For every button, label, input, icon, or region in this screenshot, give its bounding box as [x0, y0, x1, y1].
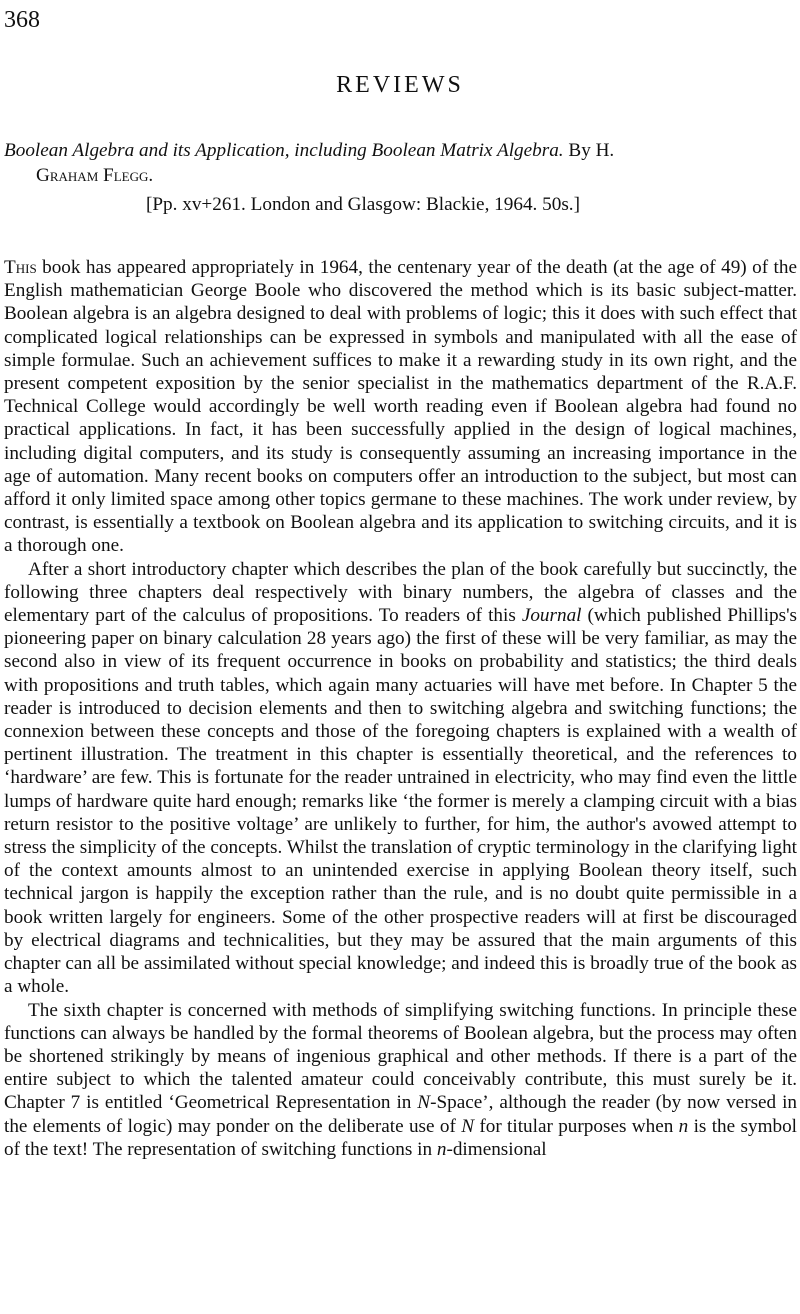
review-paragraph-1: [4, 256, 797, 558]
paragraph-text: for titular purposes when: [474, 1115, 679, 1137]
review-body: [4, 256, 797, 1161]
author-line: [4, 163, 794, 188]
math-symbol: n: [678, 1115, 689, 1137]
opening-word: This: [4, 257, 37, 278]
paragraph-text: (which published Phillips's pioneering paper on binary calculation 28 years ago) the first of these will be very familiar, as may the second also in view of its frequent occurrence in books on probability and statistics; the third deals with propositions and truth tables, which again many actuaries will have met before. In Chapter 5 the reader is introduced to decision elements and then to switching algebra and switching functions; the connexion between these concepts and those of the foregoing chapters is explained with a wealth of pertinent illustration. The treatment in this chapter is essentially theoretical, and the references to ‘hardware’ are few. This is fortunate for the reader untrained in electricity, who may find even the little lumps of hardware quite hard enough; remarks like ‘the former is merely a clamping circuit with a bias return resistor to the positive voltage’ are unlikely to further, for him, the author's avowed attempt to stress the simplicity of the concepts. Whilst the translation of cryptic terminology in the clarifying light of the context amounts almost to an unintended exercise in applying Boolean theory itself, such technical jargon is happily the exception rather than the rule, and is no doubt quite permissible in a book written largely for engineers. Some of the other prospective readers will at first be discouraged by electrical diagrams and technicalities, but they may be assured that the main arguments of this chapter can all be assimilated without special knowledge; and indeed this is broadly true of the book as a whole.: [4, 605, 798, 998]
paragraph-text: -Space’, although the reader (by now versed in the elements of logic) may ponder on the deliberate use of: [4, 1092, 797, 1137]
book-citation: [4, 138, 794, 188]
page-number: 368: [4, 7, 40, 33]
paragraph-text: book has appeared appropriately in 1964, the centenary year of the death (at the age of 49) of the English mathematician George Boole who discovered the method which is its basic subject-matter. Boolean algebra is an algebra designed to deal with problems of logic; this it does with such effect that complicated logical relationships can be expressed in symbols and manipulated with all the ease of simple formulae. Such an achievement suffices to make it a rewarding study in its own right, and the present competent exposition by the senior specialist in the mathematics department of the R.A.F. Technical College would accordingly be well worth reading even if Boolean algebra had found no practical applications. In fact, it has been successfully applied in the design of logical machines, including digital computers, and its study is consequently assuming an increasing importance in the age of automation. Many recent books on computers offer an introduction to the subject, but most can afford it only limited space among other topics germane to these machines. The work under review, by contrast, is essentially a textbook on Boolean algebra and its application to switching circuits, and it is a thorough one.: [4, 257, 797, 557]
section-title: REVIEWS: [336, 72, 464, 98]
paragraph-text: -dimensional: [446, 1138, 547, 1160]
author-name: Graham Flegg: [36, 165, 149, 186]
review-paragraph-2: [4, 558, 797, 999]
math-symbol: N: [461, 1115, 475, 1137]
publication-details: [Pp. xv+261. London and Glasgow: Blackie, 1964. 50s.]: [146, 194, 580, 215]
math-symbol: N: [417, 1092, 431, 1114]
by-label: By H.: [568, 140, 615, 161]
journal-name: Journal: [521, 605, 582, 627]
math-symbol: n: [436, 1138, 447, 1160]
paragraph-text: is the symbol of the text! The representation of switching functions in: [4, 1115, 798, 1160]
paragraph-text: After a short introductory chapter which describes the plan of the book carefully but succinctly, the following three chapters deal respectively with binary numbers, the algebra of classes and the elementary part of the calculus of propositions. To readers of this: [4, 558, 797, 627]
author-suffix: .: [148, 165, 154, 186]
paragraph-text: The sixth chapter is concerned with methods of simplifying switching functions. In principle these functions can always be handled by the formal theorems of Boolean algebra, but the process may often be shortened strikingly by means of ingenious graphical and other methods. If there is a part of the entire subject to which the talented amateur could conceivably contribute, this must surely be it. Chapter 7 is entitled ‘Geometrical Representation in: [4, 999, 797, 1114]
book-title: Boolean Algebra and its Application, including Boolean Matrix Algebra.: [4, 140, 564, 161]
review-paragraph-3: [4, 999, 797, 1161]
